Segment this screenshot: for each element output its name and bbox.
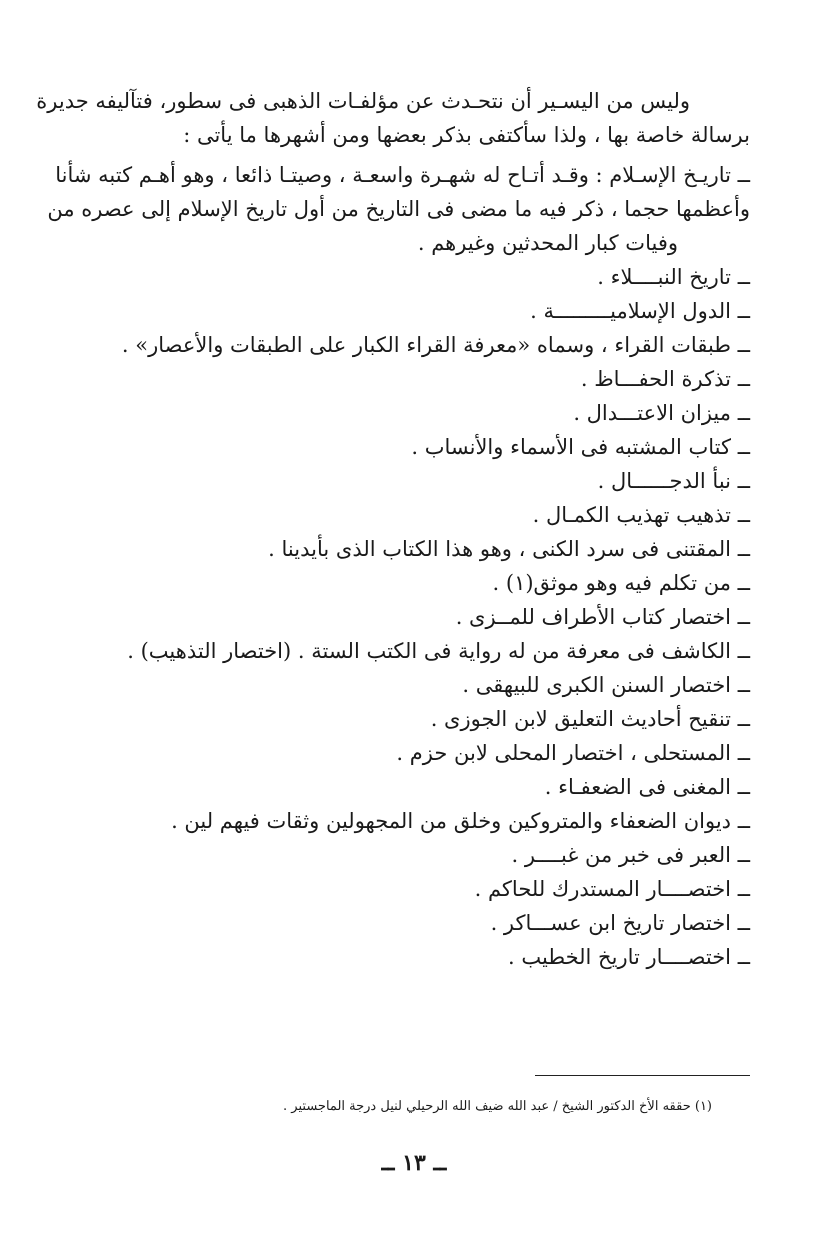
books-list [47, 158, 750, 974]
footnote: (١) حققه الأخ الدكتور الشيخ / عبد الله ضيف الله الرحيلي لنيل درجة الماجستير . [283, 1099, 712, 1114]
list-item: ــ تاريخ النبــــلاء . [597, 265, 750, 289]
list-item: ــ من تكلم فيه وهو موثق(١) . [492, 571, 750, 595]
list-item: ــ المستحلى ، اختصار المحلى لابن حزم . [396, 741, 750, 765]
list-item: ــ المغنى فى الضعفـاء . [544, 775, 750, 799]
list-item-line: ــ تاريـخ الإسـلام : وقـد أتـاح له شهـرة واسعـة ، وصيتـا ذائعا ، وهو أهـم كتبه شأنا [55, 163, 750, 187]
list-item [47, 158, 750, 260]
list-item: ــ اختصار السنن الكبرى للبيهقى . [462, 673, 750, 697]
footnote-divider [535, 1075, 750, 1076]
list-item: ــ اختصــــار تاريخ الخطيب . [508, 945, 750, 969]
list-item: ــ تذهيب تهذيب الكمـال . [532, 503, 750, 527]
list-item-line: وأعظمها حجما ، ذكر فيه ما مضى فى التاريخ من أول تاريخ الإسلام إلى عصره من [47, 197, 750, 221]
list-item: ــ اختصار كتاب الأطراف للمــزى . [455, 605, 750, 629]
list-item: ــ الكاشف فى معرفة من له رواية فى الكتب الستة . (اختصار التذهيب) . [127, 639, 750, 663]
intro-line-1: وليس من اليسـير أن نتحـدث عن مؤلفـات الذهبى فى سطور، فتآليفه جديرة [36, 89, 690, 113]
list-item: ــ نبأ الدجــــــال . [597, 469, 750, 493]
list-item: ــ المقتنى فى سرد الكنى ، وهو هذا الكتاب الذى بأيدينا . [268, 537, 750, 561]
list-item: ــ ميزان الاعتـــدال . [573, 401, 750, 425]
page-number: ــ ١٣ ــ [381, 1150, 447, 1176]
list-item: ــ اختصــــار المستدرك للحاكم . [474, 877, 750, 901]
list-item: ــ اختصار تاريخ ابن عســـاكر . [490, 911, 750, 935]
list-item: ــ تذكرة الحفـــاظ . [580, 367, 750, 391]
list-item: ــ الدول الإسلاميـــــــــة . [530, 299, 750, 323]
list-item-line: وفيات كبار المحدثين وغيرهم . [417, 231, 678, 255]
list-item: ــ تنقيح أحاديث التعليق لابن الجوزى . [430, 707, 750, 731]
list-item: ــ طبقات القراء ، وسماه «معرفة القراء الكبار على الطبقات والأعصار» . [121, 333, 750, 357]
intro-paragraph [36, 84, 750, 152]
intro-line-2: برسالة خاصة بها ، ولذا سأكتفى بذكر بعضها ومن أشهرها ما يأتى : [183, 123, 750, 147]
list-item: ــ كتاب المشتبه فى الأسماء والأنساب . [411, 435, 750, 459]
list-item: ــ العبر فى خبر من غبــــر . [511, 843, 750, 867]
list-item: ــ ديوان الضعفاء والمتروكين وخلق من المجهولين وثقات فيهم لين . [171, 809, 750, 833]
